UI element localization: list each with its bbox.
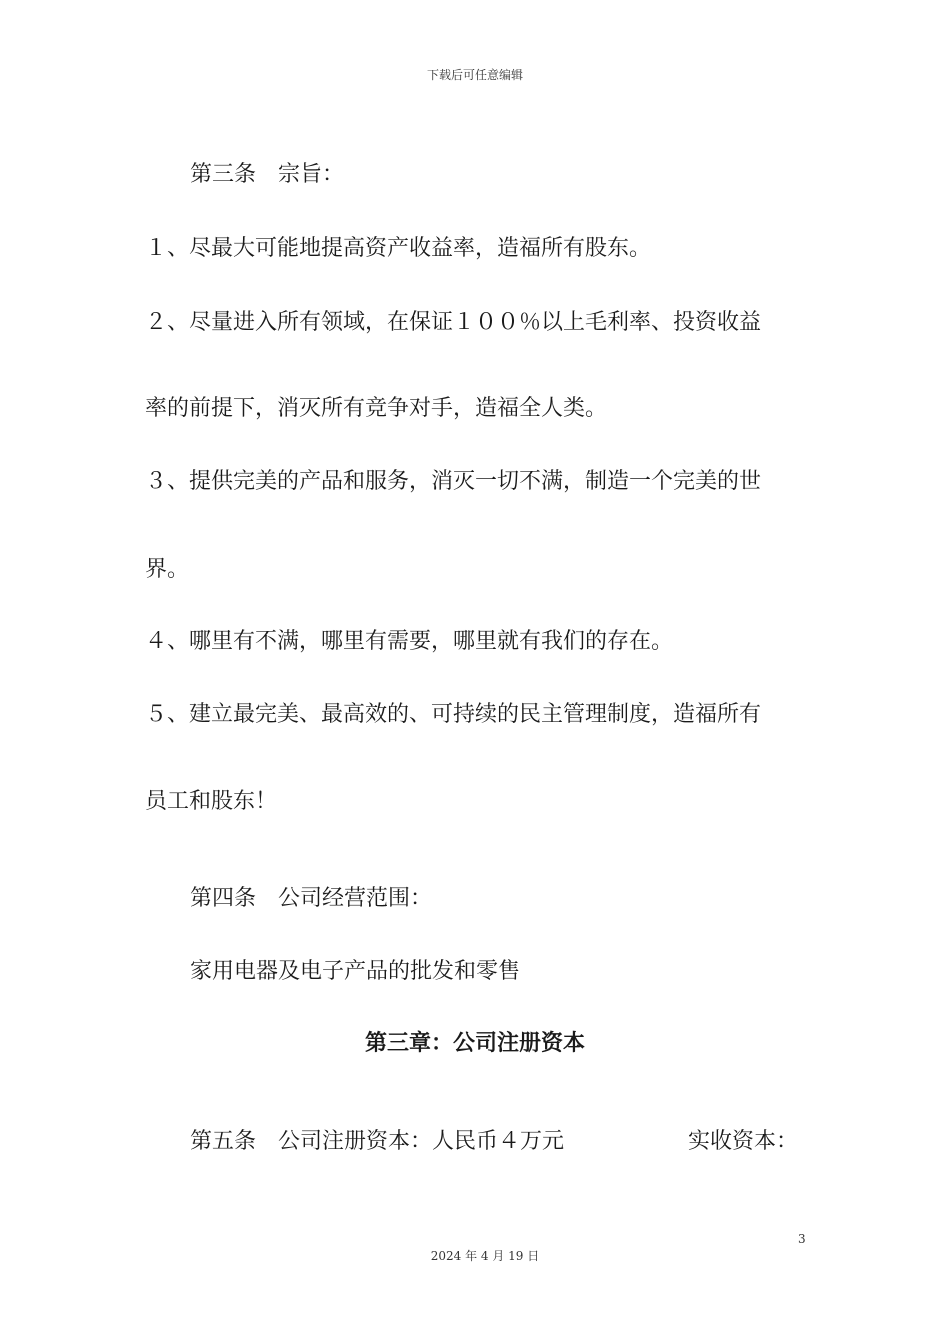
article-3-item-3-line-2: 界。 (145, 557, 190, 582)
article-3-item-1: １、尽最大可能地提高资产收益率，造福所有股东。 (145, 236, 652, 261)
article-4-title: 第四条 公司经营范围： (190, 886, 433, 911)
article-3-item-3-line-1: ３、提供完美的产品和服务，消灭一切不满，制造一个完美的世 (145, 469, 762, 494)
article-3-item-2-line-1: ２、尽量进入所有领域，在保证１００％以上毛利率、投资收益 (145, 310, 762, 335)
article-4-content: 家用电器及电子产品的批发和零售 (190, 959, 521, 984)
paid-in-capital-label: 实收资本： (688, 1129, 799, 1154)
article-3-item-4: ４、哪里有不满，哪里有需要，哪里就有我们的存在。 (145, 629, 674, 654)
article-3-title: 第三条 宗旨： (190, 162, 345, 187)
page-number: 3 (798, 1232, 806, 1246)
article-3-item-2-line-2: 率的前提下，消灭所有竞争对手，造福全人类。 (145, 396, 608, 421)
chapter-3-heading: 第三章：公司注册资本 (364, 1031, 585, 1056)
article-3-item-5-line-2: 员工和股东！ (145, 789, 278, 814)
footer-date: 2024 年 4 月 19 日 (430, 1249, 540, 1263)
article-3-item-5-line-1: ５、建立最完美、最高效的、可持续的民主管理制度，造福所有 (145, 702, 762, 727)
page-header: 下载后可任意编辑 (426, 68, 523, 82)
article-5-text: 第五条 公司注册资本：人民币４万元 (190, 1129, 565, 1154)
